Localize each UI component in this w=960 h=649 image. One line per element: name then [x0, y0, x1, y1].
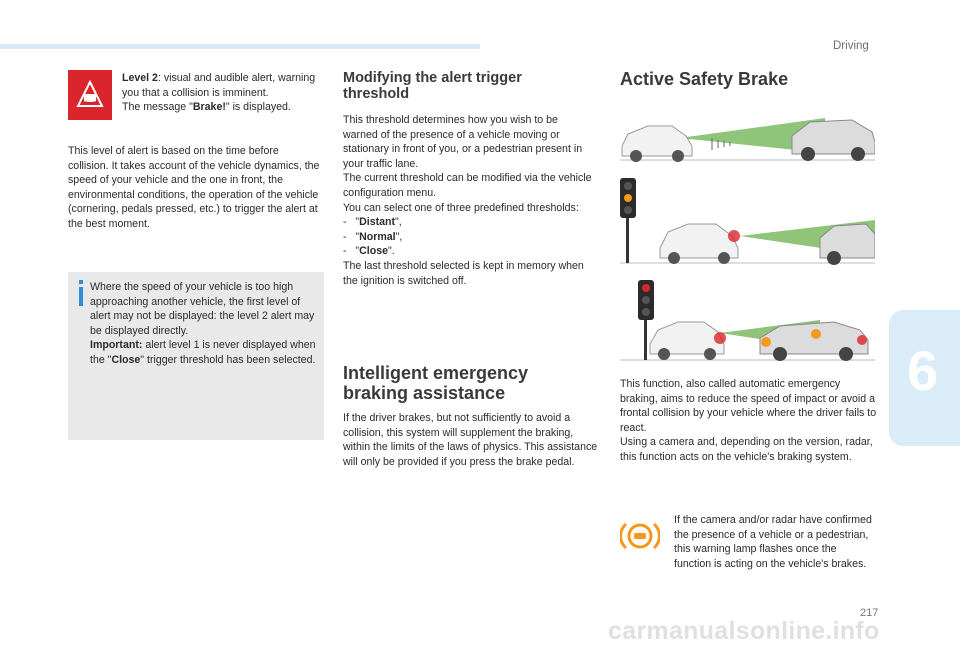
message-prefix: The message ": [122, 101, 193, 114]
threshold-item: - "Normal",: [343, 230, 403, 243]
scene-car-following: [620, 118, 875, 162]
warning-lamp-description: If the camera and/or radar have confirmed the presence of a vehicle or a pedestrian, this warning lamp flashes once the function is acting on the vehicle's brakes.: [674, 514, 872, 570]
page-number: 217: [860, 607, 879, 619]
scene-emergency-brake: [620, 280, 875, 361]
threshold-item: - "Close".: [343, 245, 395, 258]
info-important: Important:: [90, 339, 143, 352]
message-suffix: " is displayed.: [225, 101, 291, 114]
threshold-item: - "Distant",: [343, 216, 402, 229]
info-part3: " trigger threshold has been selected.: [140, 353, 316, 366]
info-close: Close: [111, 353, 141, 366]
modify-threshold-body: [343, 113, 593, 288]
level2-text: : visual and audible alert, warning you that a collision is imminent.: [122, 72, 316, 99]
active-safety-brake-illustration: [620, 108, 875, 363]
header-bar: [0, 44, 480, 49]
modify-p1: This threshold determines how you wish to be warned of the presence of a vehicle moving or stationary in front of you, or a pedestrian present in your traffic lane.: [343, 114, 583, 170]
level2-description: [122, 71, 322, 115]
threshold-distant: Distant: [359, 216, 396, 229]
info-part2: alert level 1 is never displayed when the ": [90, 339, 316, 366]
threshold-normal: Normal: [359, 230, 396, 243]
level2-label: Level 2: [122, 72, 158, 84]
chapter-tab: [889, 310, 960, 446]
asb-text1: This function, also called automatic emergency braking, aims to reduce the speed of impact or avoid a frontal collision by your vehicle where the driver fails to react.: [620, 378, 877, 434]
info-note-box: [68, 272, 324, 440]
message-value: Brake!: [192, 101, 226, 114]
threshold-close: Close: [359, 245, 388, 258]
active-safety-brake-heading: Active Safety Brake: [620, 69, 789, 89]
iea-heading: Intelligent emergency braking assistance: [343, 363, 529, 403]
watermark: carmanualsonline.info: [608, 617, 880, 645]
modify-p2: The current threshold can be modified via the vehicle configuration menu.: [343, 172, 592, 199]
scene-braking-pedestrian: [620, 178, 875, 265]
info-note-text: [90, 280, 318, 368]
modify-threshold-heading: Modifying the alert trigger threshold: [343, 70, 522, 102]
collision-alert-icon: [68, 70, 112, 120]
chapter-number: 6: [907, 339, 939, 402]
modify-p3: You can select one of three predefined thresholds:: [343, 201, 579, 214]
alert-timing-paragraph: This level of alert is based on the time before collision. It takes account of the vehicle dynamics, the speed of your vehicle and the one in front, the environmental conditions, the operation of the vehicle (cornering, pedals pressed, etc.) to trigger the alert at the best moment.: [68, 145, 320, 230]
asb-text2: Using a camera and, depending on the version, radar, this function acts on the vehicle's braking system.: [620, 436, 873, 463]
active-safety-brake-warning-lamp-icon: [620, 516, 660, 556]
modify-p4: The last threshold selected is kept in memory when the ignition is switched off.: [343, 259, 584, 287]
threshold-list: [343, 215, 593, 259]
iea-paragraph: If the driver brakes, but not sufficiently to avoid a collision, this system will supplement the braking, within the limits of the laws of physics. This assistance will only be provided if you press the brake pedal.: [343, 412, 598, 468]
section-title: Driving: [833, 40, 869, 52]
info-icon: [76, 280, 86, 306]
info-part1: Where the speed of your vehicle is too high approaching another vehicle, the first level of alert may not be displayed: the level 2 alert may be displayed directly.: [90, 281, 315, 337]
active-safety-brake-body: [620, 377, 878, 465]
